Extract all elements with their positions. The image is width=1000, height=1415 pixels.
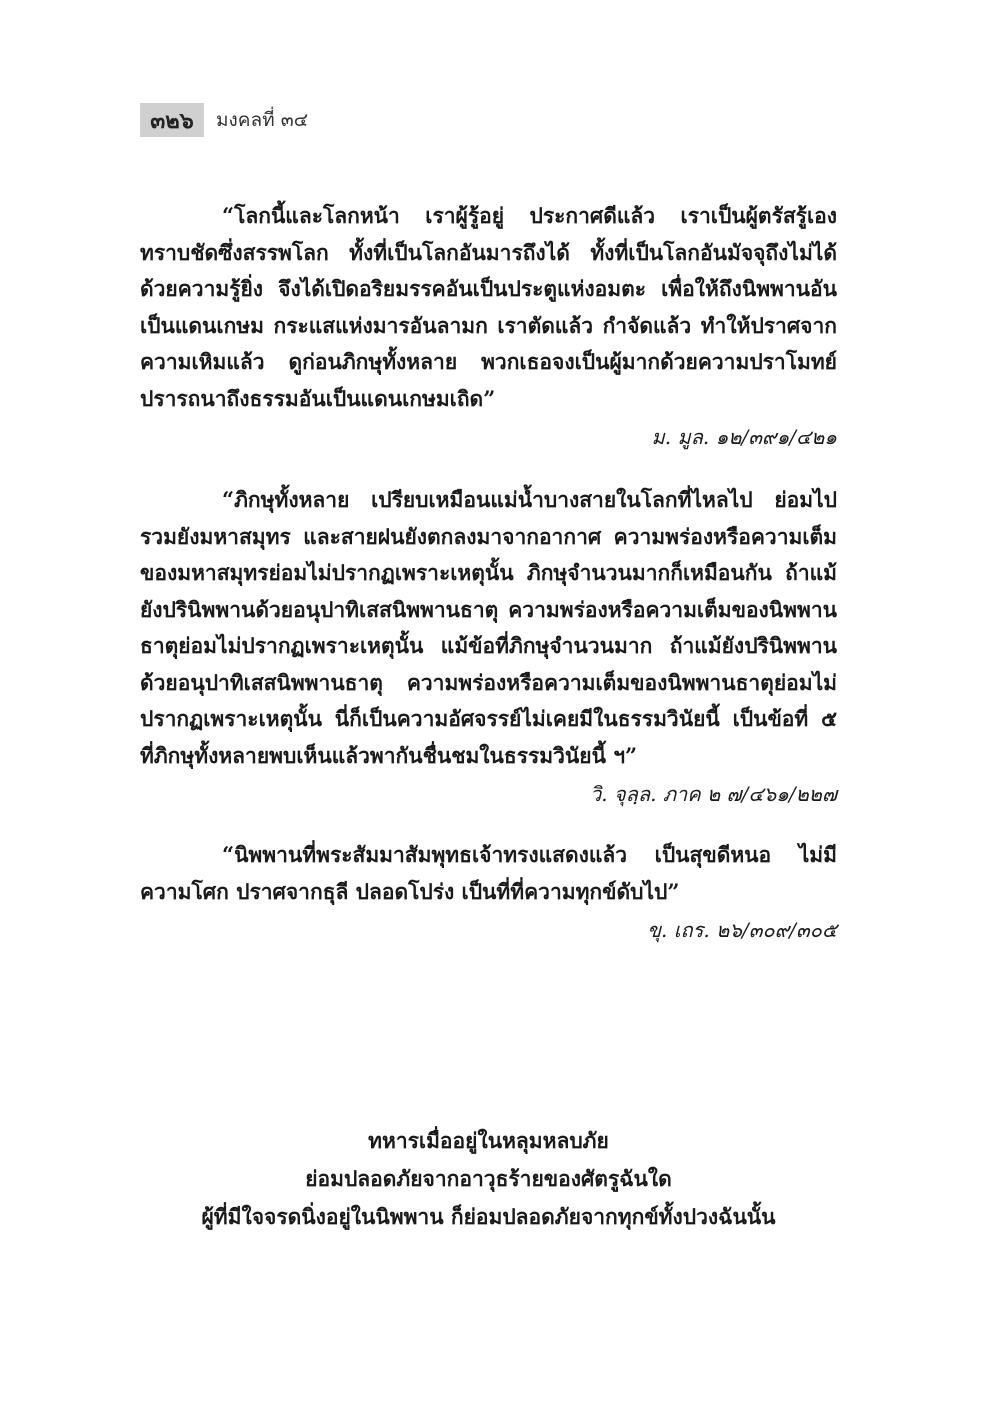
quote-paragraph: “ภิกษุทั้งหลาย เปรียบเหมือนแม่น้ำบางสายในโลกที่ไหลไป ย่อมไปรวมยังมหาสมุทร และสายฝนยังตกลงมาจากอากาศ ความพร่องหรือความเต็มของมหาสมุทรย่อมไม่ปรากฏเพราะเหตุนั้น ภิกษุจำนวนมากก็เหมือนกัน ถ้าแม้ยังปรินิพพานด้วยอนุปาทิเสสนิพพานธาตุ ความพร่องหรือความเต็มของนิพพานธาตุย่อมไม่ปรากฏเพราะเหตุนั้น แม้ข้อที่ภิกษุจำนวนมาก ถ้าแม้ยังปรินิพพานด้วยอนุปาทิเสสนิพพานธาตุ ความพร่องหรือความเต็มของนิพพานธาตุย่อมไม่ปรากฏเพราะเหตุนั้น นี่ก็เป็นความอัศจรรย์ไม่เคยมีในธรรมวินัยนี้ เป็นข้อที่ ๕ ที่ภิกษุทั้งหลายพบเห็นแล้วพากันชื่นชมในธรรมวินัยนี้ ฯ” xyxy=(140,487,837,768)
quote-paragraph: “โลกนี้และโลกหน้า เราผู้รู้อยู่ ประกาศดีแล้ว เราเป็นผู้ตรัสรู้เอง ทราบชัดซึ่งสรรพโลก ทั้งที่เป็นโลกอันมารถึงได้ ทั้งที่เป็นโลกอันมัจจุถึงไม่ได้ ด้วยความรู้ยิ่ง จึงได้เปิดอริยมรรคอันเป็นประตูแห่งอมตะ เพื่อให้ถึงนิพพานอันเป็นแดนเกษม กระแสแห่งมารอันลามก เราตัดแล้ว กำจัดแล้ว ทำให้ปราศจากความเหิมแล้ว ดูก่อนภิกษุทั้งหลาย พวกเธอจงเป็นผู้มากด้วยความปราโมทย์ ปรารถนาถึงธรรมอันเป็นแดนเกษมเถิด” xyxy=(140,203,837,411)
quote-reference: วิ. จุลฺล. ภาค ๒ ๗/๔๖๑/๒๒๗ xyxy=(589,782,837,806)
closing-verse xyxy=(140,1122,837,1236)
page-header xyxy=(140,103,308,137)
quote-paragraph: “นิพพานที่พระสัมมาสัมพุทธเจ้าทรงแสดงแล้ว เป็นสุขดีหนอ ไม่มีความโศก ปราศจากธุลี ปลอดโปร่ง เป็นที่ที่ความทุกข์ดับไป” xyxy=(140,842,837,904)
page-body xyxy=(140,198,837,947)
verse-line: ทหารเมื่ออยู่ในหลุมหลบภัย xyxy=(368,1128,609,1153)
verse-line: ผู้ที่มีใจจรดนิ่งอยู่ในนิพพาน ก็ย่อมปลอดภัยจากทุกข์ทั้งปวงฉันนั้น xyxy=(201,1204,776,1229)
verse-line: ย่อมปลอดภัยจากอาวุธร้ายของศัตรูฉันใด xyxy=(305,1166,672,1191)
page-number: ๓๒๖ xyxy=(140,103,204,137)
running-head: มงคลที่ ๓๔ xyxy=(216,109,309,131)
quote-reference: ขุ. เถร. ๒๖/๓๐๙/๓๐๕ xyxy=(647,918,837,942)
quote-reference: ม. มูล. ๑๒/๓๙๑/๔๒๑ xyxy=(651,425,837,449)
